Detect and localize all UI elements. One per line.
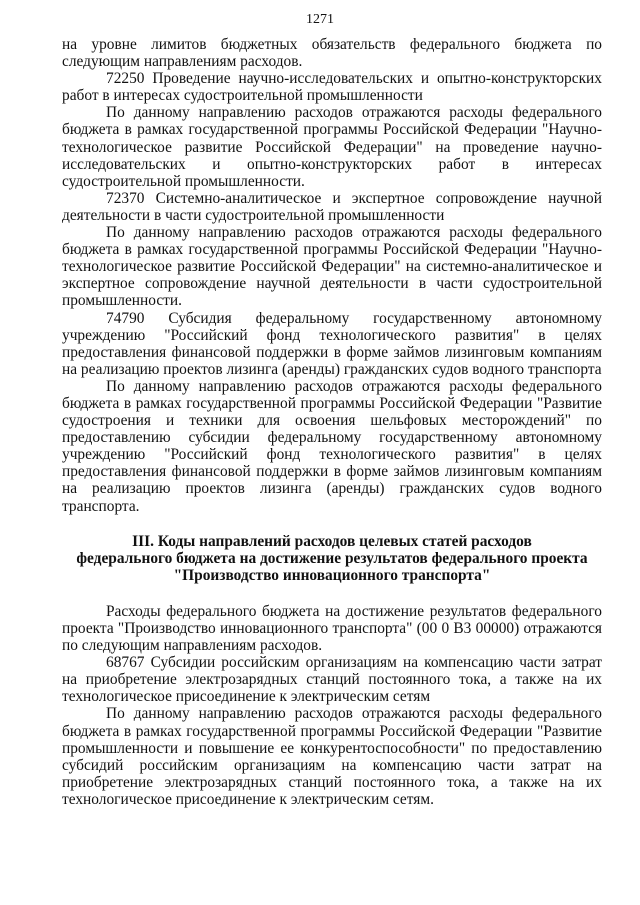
paragraph-code-74790: 74790 Субсидия федеральному государственному автономному учреждению "Российский фонд технологического развития" в целях предоставления финансовой поддержки в форме займов лизинговым компаниям на реализацию проектов лизинга (аренды) гражданских судов водного транспорта (62, 309, 602, 378)
paragraph-code-68767: 68767 Субсидии российским организациям на компенсацию части затрат на приобретение электрозарядных станций постоянного тока, а также на их технологическое присоединение к электрическим сетям (62, 654, 602, 706)
paragraph-continuation: на уровне лимитов бюджетных обязательств федерального бюджета по следующим направлениям расходов. (62, 36, 602, 71)
page-number: 1271 (306, 12, 334, 27)
paragraph-description-74790: По данному направлению расходов отражаются расходы федерального бюджета в рамках государственной программы Российской Федерации "Развитие судостроения и техники для освоения шельфовых месторождений" по предоставлению субсидии федеральному государственному автономному учреждению "Российский фонд технологического развития" в целях предоставления финансовой поддержки в форме займов лизинговым компаниям на реализацию проектов лизинга (аренды) гражданских судов водного транспорта. (62, 377, 602, 515)
section-heading-line-3: "Производство инновационного транспорта" (173, 567, 491, 585)
paragraph-description-72370: По данному направлению расходов отражаются расходы федерального бюджета в рамках государственной программы Российской Федерации "Научно-технологическое развитие Российской Федерации" на системно-аналитическое и экспертное сопровождение научной деятельности в части судостроительной промышленности. (62, 224, 602, 310)
paragraph-code-72370: 72370 Системно-аналитическое и экспертное сопровождение научной деятельности в части судостроительной промышленности (62, 189, 602, 224)
section-heading (62, 533, 602, 585)
paragraph-description-72250: По данному направлению расходов отражаются расходы федерального бюджета в рамках государственной программы Российской Федерации "Научно-технологическое развитие Российской Федерации" на проведение научно-исследовательских и опытно-конструкторских работ в интересах судостроительной промышленности. (62, 104, 602, 190)
section-heading-line-2: федерального бюджета на достижение результатов федерального проекта (76, 550, 588, 568)
paragraph-code-72250: 72250 Проведение научно-исследовательских и опытно-конструкторских работ в интересах судостроительной промышленности (62, 70, 602, 105)
section-heading-line-1: III. Коды направлений расходов целевых статей расходов (132, 532, 532, 550)
paragraph-section-intro: Расходы федерального бюджета на достижение результатов федерального проекта "Производство инновационного транспорта" (00 0 В3 00000) отражаются по следующим направлениям расходов. (62, 602, 602, 655)
document-body (62, 36, 602, 808)
paragraph-description-68767: По данному направлению расходов отражаются расходы федерального бюджета в рамках государственной программы Российской Федерации "Развитие промышленности и повышение ее конкурентоспособности" по предоставлению субсидий российским организациям на компенсацию части затрат на приобретение электрозарядных станций постоянного тока, а также на их технологическое присоединение к электрическим сетям. (62, 705, 602, 808)
